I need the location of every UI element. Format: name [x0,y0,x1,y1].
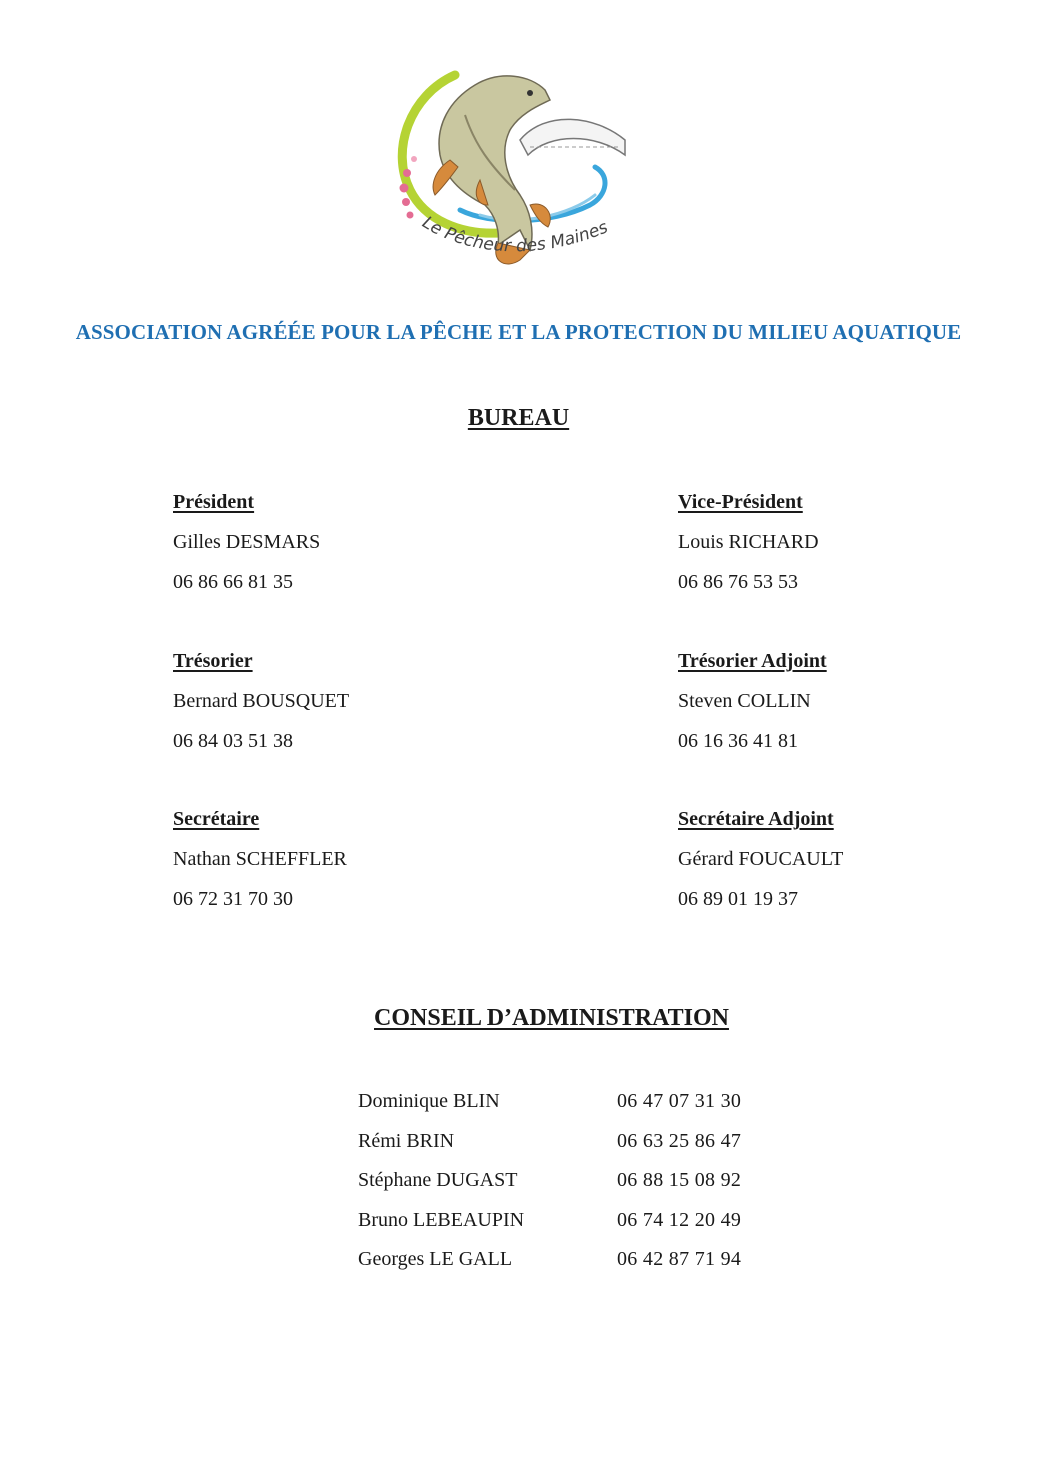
member-name: Steven COLLIN [678,690,811,712]
list-item [358,1089,741,1129]
member-secretaire [173,807,493,927]
member-tresorier-adjoint [678,649,998,769]
list-item [358,1208,741,1248]
member-tresorier [173,649,493,769]
pike-fish-logo-icon [380,55,640,280]
conseil-member-name: Stéphane DUGAST [358,1169,518,1192]
list-item [358,1129,741,1169]
conseil-member-list [358,1089,741,1287]
member-phone: 06 16 36 41 81 [678,730,798,752]
member-phone: 06 86 66 81 35 [173,571,293,593]
conseil-title: CONSEIL D’ADMINISTRATION [374,1005,729,1031]
member-phone: 06 86 76 53 53 [678,571,798,593]
member-phone: 06 89 01 19 37 [678,888,798,910]
member-role: Trésorier [173,650,253,672]
conseil-member-phone: 06 42 87 71 94 [617,1248,742,1271]
list-item [358,1168,741,1208]
member-role: Secrétaire [173,808,260,830]
member-name: Louis RICHARD [678,531,819,553]
bureau-title: BUREAU [467,405,570,431]
member-secretaire-adjoint [678,807,998,927]
member-name: Gilles DESMARS [173,531,321,553]
member-name: Gérard FOUCAULT [678,848,844,870]
conseil-member-name: Georges LE GALL [358,1248,513,1271]
conseil-member-name: Dominique BLIN [358,1090,500,1112]
list-item [358,1247,741,1287]
association-title: ASSOCIATION AGRÉÉE POUR LA PÊCHE ET LA PROTECTION DU MILIEU AQUATIQUE [75,320,962,344]
conseil-member-phone: 06 74 12 20 49 [617,1208,742,1231]
member-vice-president [678,490,998,610]
member-role: Trésorier Adjoint [678,650,827,672]
member-role: Secrétaire Adjoint [678,808,834,830]
member-phone: 06 72 31 70 30 [173,888,293,910]
conseil-member-phone: 06 47 07 31 30 [617,1090,742,1112]
member-role: Vice-Président [678,491,803,513]
conseil-member-name: Rémi BRIN [358,1129,455,1152]
member-phone: 06 84 03 51 38 [173,730,293,752]
member-role: Président [173,491,255,513]
conseil-member-name: Bruno LEBEAUPIN [358,1208,525,1231]
logo-text: Le Pêcheur des Maines [418,212,611,257]
member-name: Nathan SCHEFFLER [173,848,347,870]
member-name: Bernard BOUSQUET [173,690,350,712]
conseil-member-phone: 06 88 15 08 92 [617,1169,742,1192]
association-logo [380,55,640,280]
member-president [173,490,493,610]
conseil-member-phone: 06 63 25 86 47 [617,1129,742,1152]
